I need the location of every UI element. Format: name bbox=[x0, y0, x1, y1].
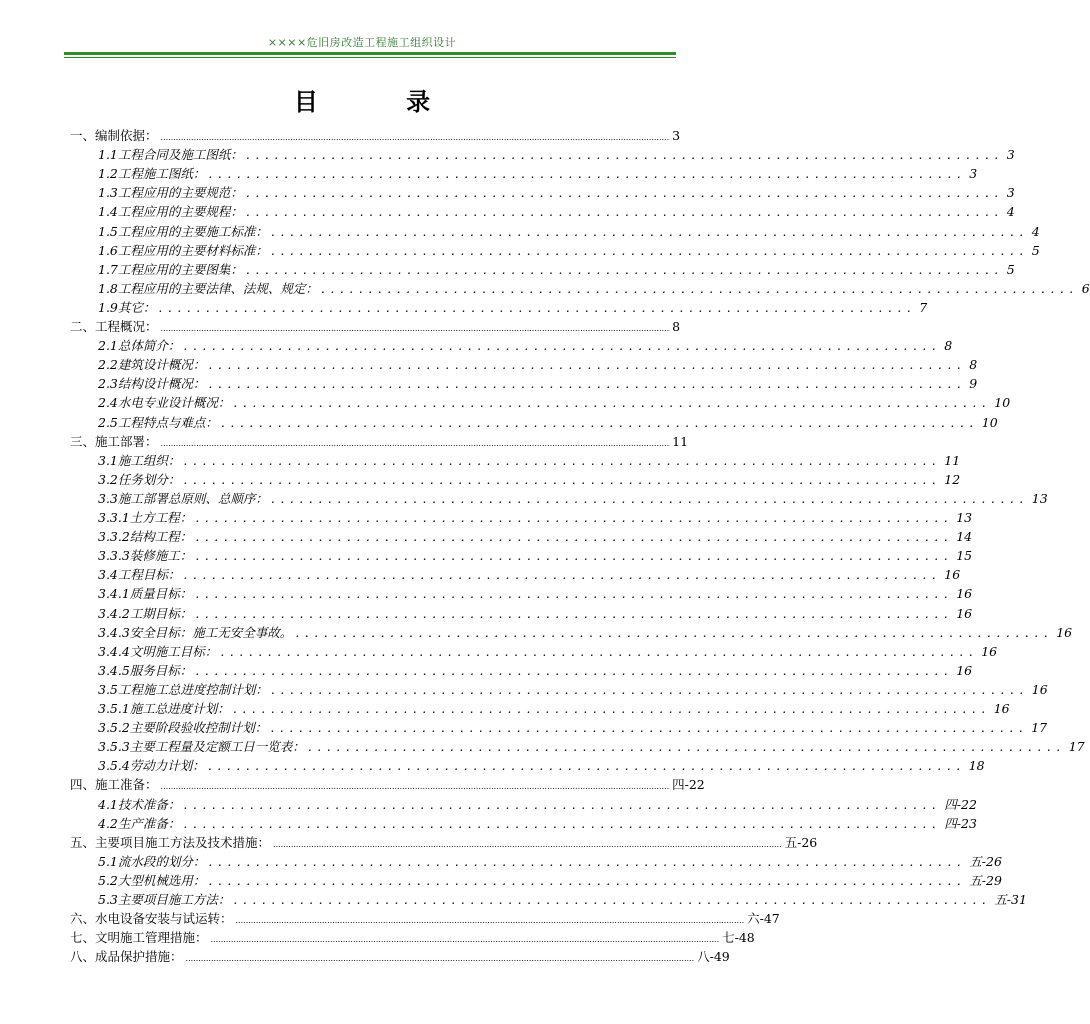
toc-entry-page: 5 bbox=[1006, 261, 1015, 277]
toc-entry-label: 编制依据： bbox=[95, 128, 158, 143]
toc-dot-leader: ........................................................................................................................................................................................................ bbox=[160, 133, 670, 142]
toc-dot-leader: ........................................................................................................................................................................................................ bbox=[210, 935, 720, 945]
header-rule bbox=[64, 52, 676, 55]
toc-entry-label: 3.3.1土方工程： bbox=[98, 510, 193, 525]
toc-entry[interactable] bbox=[98, 623, 1073, 642]
toc-dot-leader: ................................................................................ bbox=[208, 357, 967, 373]
toc-entry[interactable] bbox=[98, 565, 961, 584]
toc-entry-label: 1.9其它： bbox=[98, 299, 156, 315]
toc-entry[interactable] bbox=[98, 527, 973, 546]
toc-entry-label: 1.7工程应用的主要图集： bbox=[98, 261, 243, 277]
toc-entry[interactable] bbox=[98, 336, 953, 355]
toc-entry-page: 18 bbox=[968, 758, 985, 774]
toc-entry[interactable] bbox=[98, 871, 1002, 890]
toc-dot-leader: ................................................................................ bbox=[295, 624, 1054, 640]
toc-entry-page: 16 bbox=[1056, 624, 1073, 640]
toc-entry-page: 12 bbox=[944, 471, 961, 487]
toc-entry[interactable] bbox=[98, 680, 1048, 699]
toc-entry-page: 四-23 bbox=[944, 815, 977, 831]
toc-entry[interactable] bbox=[70, 126, 681, 145]
toc-entry-label: 2.5工程特点与难点： bbox=[98, 414, 218, 430]
toc-entry[interactable] bbox=[98, 546, 973, 565]
toc-entry-page: 16 bbox=[981, 643, 998, 659]
toc-dot-leader: ................................................................................ bbox=[245, 185, 1004, 201]
toc-entry-page: 3 bbox=[969, 166, 978, 182]
toc-entry-page: 16 bbox=[1031, 681, 1048, 697]
toc-entry-page: 16 bbox=[956, 605, 973, 621]
toc-entry-label: 3.3.3装修施工： bbox=[98, 548, 193, 564]
toc-entry-label: 3.5.3主要工程量及定额工日一览表： bbox=[98, 739, 305, 755]
toc-entry-label: 2.1总体简介： bbox=[98, 338, 181, 354]
toc-entry[interactable] bbox=[98, 699, 1010, 718]
toc-entry-label: 3.5.1施工总进度计划： bbox=[98, 701, 230, 716]
toc-entry-label: 3.4.4文明施工目标： bbox=[98, 643, 218, 659]
page-header: ××××危旧房改造工程施工组织设计 bbox=[267, 36, 457, 49]
toc-entry-label: 3.4.2工期目标： bbox=[98, 605, 193, 621]
toc-dot-leader: ................................................................................ bbox=[233, 395, 992, 411]
toc-entry-number: 四、 bbox=[70, 777, 96, 793]
toc-entry-label: 1.4工程应用的主要规程： bbox=[98, 204, 243, 220]
toc-entry-page: 3 bbox=[1006, 185, 1015, 201]
toc-entry[interactable] bbox=[98, 814, 977, 833]
toc-entry[interactable] bbox=[98, 604, 973, 623]
toc-entry[interactable] bbox=[70, 909, 780, 928]
toc-entry-page: 3 bbox=[672, 128, 681, 143]
toc-entry[interactable] bbox=[98, 145, 1015, 164]
toc-dot-leader: ........................................................................................................................................................................................................ bbox=[235, 916, 745, 926]
toc-entry-page: 13 bbox=[956, 510, 973, 525]
toc-dot-leader: ........................................................................................................................................................................................................ bbox=[185, 954, 695, 964]
toc-entry-page: 16 bbox=[944, 567, 961, 583]
toc-dot-leader: ................................................................................ bbox=[270, 242, 1029, 258]
toc-entry-page: 五-26 bbox=[969, 853, 1002, 869]
toc-entry[interactable] bbox=[98, 222, 1040, 241]
toc-dot-leader: ................................................................................ bbox=[220, 643, 979, 659]
toc-entry-number: 六、 bbox=[70, 911, 96, 927]
toc-entry[interactable] bbox=[98, 661, 973, 680]
toc-entry-page: 5 bbox=[1031, 242, 1040, 258]
toc-entry-page: 15 bbox=[956, 548, 973, 564]
toc-dot-leader: ........................................................................................................................................................................................................ bbox=[273, 839, 782, 849]
toc-entry-number: 三、 bbox=[70, 433, 96, 449]
toc-entry-label: 3.2任务划分： bbox=[98, 471, 181, 487]
toc-dot-leader: ................................................................................ bbox=[195, 662, 954, 678]
toc-entry-label: 3.4.1质量目标： bbox=[98, 586, 193, 602]
toc-entry-page: 17 bbox=[1031, 720, 1048, 736]
toc-entry-page: 9 bbox=[969, 376, 978, 392]
toc-entry-label: 5.3主要项目施工方法： bbox=[98, 892, 231, 907]
toc-dot-leader: ................................................................................ bbox=[195, 548, 954, 564]
toc-dot-leader: ................................................................................ bbox=[195, 605, 954, 621]
toc-entry-label: 工程概况： bbox=[95, 319, 158, 334]
toc-entry-number: 五、 bbox=[70, 834, 96, 850]
toc-entry-label: 5.1流水段的划分： bbox=[98, 853, 206, 869]
toc-entry[interactable] bbox=[98, 413, 998, 432]
toc-entry[interactable] bbox=[98, 279, 1090, 298]
toc-dot-leader: ................................................................................ bbox=[207, 758, 966, 774]
toc-entry-label: 3.5.2主要阶段验收控制计划： bbox=[98, 720, 268, 736]
toc-entry[interactable] bbox=[98, 756, 985, 775]
toc-dot-leader: ................................................................................ bbox=[208, 166, 967, 182]
toc-dot-leader: ................................................................................ bbox=[270, 223, 1029, 239]
toc-dot-leader: ................................................................................ bbox=[270, 720, 1029, 736]
toc-entry[interactable] bbox=[98, 718, 1048, 737]
toc-entry[interactable] bbox=[98, 489, 1048, 508]
toc-entry-number: 八、 bbox=[70, 949, 96, 965]
toc-dot-leader: ................................................................................ bbox=[270, 490, 1029, 506]
toc-entry-label: 3.3.2结构工程： bbox=[98, 529, 193, 545]
toc-entry-label: 3.3施工部署总原则、总顺序： bbox=[98, 490, 268, 506]
toc-entry[interactable] bbox=[98, 737, 1085, 756]
toc-entry-page: 五-31 bbox=[994, 892, 1027, 907]
toc-entry-page: 10 bbox=[981, 414, 998, 430]
toc-entry-label: 3.1施工组织： bbox=[98, 452, 181, 468]
toc-dot-leader: ................................................................................ bbox=[232, 701, 991, 716]
toc-entry[interactable] bbox=[70, 432, 689, 451]
toc-dot-leader: ................................................................................ bbox=[183, 471, 942, 487]
toc-entry-label: 文明施工管理措施： bbox=[95, 930, 208, 946]
toc-dot-leader: ................................................................................ bbox=[208, 853, 967, 869]
toc-dot-leader: ................................................................................ bbox=[183, 815, 942, 831]
toc-entry-page: 四-22 bbox=[944, 796, 977, 812]
toc-entry-label: 2.2建筑设计概况： bbox=[98, 357, 206, 373]
toc-entry-page: 16 bbox=[956, 586, 973, 602]
toc-entry-page: 8 bbox=[672, 319, 681, 334]
toc-entry-label: 水电设备安装与试运转： bbox=[95, 911, 233, 927]
toc-entry-label: 1.1工程合同及施工图纸： bbox=[98, 147, 243, 163]
toc-dot-leader: ................................................................................ bbox=[208, 872, 967, 888]
toc-title: 目 录 bbox=[293, 87, 471, 116]
toc-entry-label: 1.8工程应用的主要法律、法规、规定： bbox=[98, 280, 318, 296]
toc-entry-label: 1.3工程应用的主要规范： bbox=[98, 185, 243, 201]
toc-entry[interactable] bbox=[98, 202, 1015, 221]
toc-dot-leader: ................................................................................ bbox=[245, 204, 1004, 220]
toc-entry-label: 施工准备： bbox=[95, 777, 158, 793]
toc-entry-page: 11 bbox=[672, 433, 689, 449]
toc-entry-label: 2.4水电专业设计概况： bbox=[98, 395, 231, 411]
toc-entry-label: 3.4工程目标： bbox=[98, 567, 181, 583]
toc-entry-label: 主要项目施工方法及技术措施： bbox=[95, 834, 271, 850]
toc-dot-leader: ................................................................................ bbox=[245, 261, 1004, 277]
header-rule-thin bbox=[64, 57, 676, 58]
toc-dot-leader: ................................................................................ bbox=[270, 681, 1029, 697]
toc-entry-page: 17 bbox=[1068, 739, 1085, 755]
toc-entry-page: 10 bbox=[994, 395, 1011, 411]
toc-dot-leader: ........................................................................................................................................................................................................ bbox=[160, 782, 670, 792]
toc-entry[interactable] bbox=[98, 241, 1040, 260]
toc-entry-label: 3.5工程施工总进度控制计划： bbox=[98, 681, 268, 697]
toc-entry-label: 1.2工程施工图纸： bbox=[98, 166, 206, 182]
toc-entry-page: 11 bbox=[944, 452, 961, 468]
toc-entry-page: 3 bbox=[1006, 147, 1015, 163]
toc-dot-leader: ................................................................................ bbox=[158, 299, 917, 315]
toc-entry-page: 七-48 bbox=[722, 930, 755, 946]
toc-entry-label: 3.4.5服务目标： bbox=[98, 662, 193, 678]
toc-dot-leader: ................................................................................ bbox=[208, 376, 967, 392]
toc-entry[interactable] bbox=[70, 947, 730, 966]
toc-entry-number: 一、 bbox=[70, 128, 96, 143]
toc-entry[interactable] bbox=[98, 584, 973, 603]
toc-entry-label: 1.6工程应用的主要材料标准： bbox=[98, 242, 268, 258]
toc-entry-label: 4.2生产准备： bbox=[98, 815, 181, 831]
toc-entry-page: 13 bbox=[1031, 490, 1048, 506]
toc-entry-label: 3.4.3安全目标：施工无安全事故。 bbox=[98, 624, 293, 640]
toc-dot-leader: ................................................................................ bbox=[195, 529, 954, 545]
toc-entry-page: 四-22 bbox=[672, 777, 705, 793]
toc-dot-leader: ................................................................................ bbox=[183, 338, 942, 354]
toc-entry-label: 2.3结构设计概况： bbox=[98, 376, 206, 392]
toc-dot-leader: ................................................................................ bbox=[183, 567, 942, 583]
toc-entry[interactable] bbox=[98, 164, 978, 183]
toc-entry-page: 五-26 bbox=[784, 834, 818, 850]
toc-entry[interactable] bbox=[70, 317, 681, 336]
toc-entry-label: 施工部署： bbox=[95, 433, 158, 449]
toc-entry-page: 五-29 bbox=[969, 872, 1002, 888]
toc-entry[interactable] bbox=[98, 183, 1015, 202]
toc-dot-leader: ................................................................................ bbox=[245, 147, 1004, 163]
toc-dot-leader: ................................................................................ bbox=[195, 586, 954, 602]
toc-entry[interactable] bbox=[98, 852, 1002, 871]
toc-dot-leader: ................................................................................ bbox=[233, 892, 992, 907]
toc-entry-label: 3.5.4劳动力计划： bbox=[98, 758, 205, 774]
toc-dot-leader: ................................................................................ bbox=[320, 280, 1079, 296]
toc-entry[interactable] bbox=[98, 393, 1011, 412]
toc-entry[interactable] bbox=[98, 642, 998, 661]
toc-dot-leader: ................................................................................ bbox=[195, 510, 954, 525]
toc-entry-page: 六-47 bbox=[747, 911, 780, 927]
toc-entry-page: 16 bbox=[993, 701, 1010, 716]
toc-entry[interactable] bbox=[70, 775, 705, 794]
toc-entry-page: 8 bbox=[944, 338, 953, 354]
toc-entry-page: 8 bbox=[969, 357, 978, 373]
toc-entry[interactable] bbox=[98, 260, 1015, 279]
toc-dot-leader: ................................................................................ bbox=[183, 796, 942, 812]
toc-entry[interactable] bbox=[98, 374, 978, 393]
toc-dot-leader: ................................................................................ bbox=[183, 452, 942, 468]
toc-entry-label: 5.2大型机械选用： bbox=[98, 872, 206, 888]
toc-entry-number: 二、 bbox=[70, 319, 96, 334]
toc-dot-leader: ........................................................................................................................................................................................................ bbox=[160, 324, 670, 333]
toc-entry[interactable] bbox=[98, 298, 928, 317]
toc-entry[interactable] bbox=[98, 890, 1027, 909]
toc-entry-page: 6 bbox=[1081, 280, 1090, 296]
toc-entry[interactable] bbox=[98, 451, 961, 470]
toc-entry-page: 16 bbox=[956, 662, 973, 678]
toc-entry[interactable] bbox=[70, 833, 818, 852]
toc-entry-page: 4 bbox=[1006, 204, 1015, 220]
toc-dot-leader: ................................................................................ bbox=[307, 739, 1066, 755]
toc-entry[interactable] bbox=[98, 355, 978, 374]
toc-entry[interactable] bbox=[98, 795, 977, 814]
toc-entry-label: 4.1技术准备： bbox=[98, 796, 181, 812]
toc-entry-page: 4 bbox=[1031, 223, 1040, 239]
toc-entry-label: 1.5工程应用的主要施工标准： bbox=[98, 223, 268, 239]
toc-entry-page: 14 bbox=[956, 529, 973, 545]
toc-entry-label: 成品保护措施： bbox=[95, 949, 183, 965]
toc-entry-page: 八-49 bbox=[697, 949, 730, 965]
toc-entry[interactable] bbox=[98, 470, 961, 489]
toc-entry[interactable] bbox=[70, 928, 755, 947]
toc-entry-page: 7 bbox=[919, 299, 928, 315]
toc-entry[interactable] bbox=[98, 508, 973, 527]
toc-entry-number: 七、 bbox=[70, 930, 96, 946]
toc-dot-leader: ................................................................................ bbox=[220, 414, 979, 430]
toc-dot-leader: ........................................................................................................................................................................................................ bbox=[160, 438, 670, 448]
